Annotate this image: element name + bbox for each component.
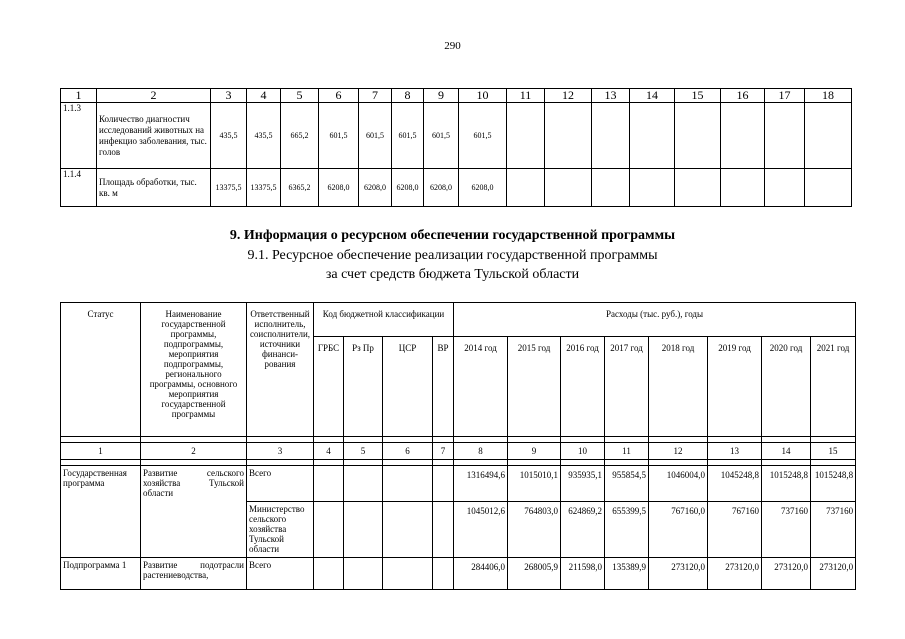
year-header: 2020 год xyxy=(762,337,811,437)
name-header: Наименование государственной программы, подпрограммы, мероприятия подпрограммы, регионального программы, основного мероприятия государственной программы xyxy=(141,303,247,437)
table-cell: 1316494,6 xyxy=(454,466,508,502)
column-index: 11 xyxy=(605,443,649,460)
row-source: Министерство сельского хозяйства Тульской области xyxy=(247,502,314,558)
table-cell: 268005,9 xyxy=(508,558,561,590)
year-header: 2021 год xyxy=(811,337,856,437)
column-header: 5 xyxy=(281,89,319,103)
column-header: 15 xyxy=(675,89,721,103)
column-index: 1 xyxy=(61,443,141,460)
table-cell: 601,5 xyxy=(392,103,424,169)
year-header: 2019 год xyxy=(708,337,762,437)
table-cell: 273120,0 xyxy=(762,558,811,590)
column-index: 9 xyxy=(508,443,561,460)
row-name: Развитие сельского хозяйства Тульской области xyxy=(141,466,247,558)
table-cell: 601,5 xyxy=(319,103,359,169)
column-header: 7 xyxy=(359,89,392,103)
year-header: 2015 год xyxy=(508,337,561,437)
table-cell: 737160 xyxy=(811,502,856,558)
table-cell: 6365,2 xyxy=(281,169,319,207)
table-row xyxy=(61,466,856,502)
column-header: 14 xyxy=(630,89,675,103)
section-subtitle-line2: за счет средств бюджета Тульской области xyxy=(325,267,580,282)
table-cell: 211598,0 xyxy=(561,558,605,590)
table-cell: 601,5 xyxy=(459,103,507,169)
column-index: 14 xyxy=(762,443,811,460)
column-header: 1 xyxy=(61,89,97,103)
column-header: 16 xyxy=(721,89,765,103)
table-cell: 6208,0 xyxy=(424,169,459,207)
column-header: 17 xyxy=(765,89,805,103)
column-index: 6 xyxy=(383,443,433,460)
section-title: 9. Информация о ресурсном обеспечении государственной программы xyxy=(229,228,676,243)
row-name: Площадь обработки, тыс. кв. м xyxy=(97,169,211,207)
row-status: Государственная программа xyxy=(61,466,141,558)
column-index: 8 xyxy=(454,443,508,460)
year-header: 2018 год xyxy=(649,337,708,437)
year-header: 2017 год xyxy=(605,337,649,437)
table-cell: 6208,0 xyxy=(459,169,507,207)
table-cell: 284406,0 xyxy=(454,558,508,590)
table-cell: 601,5 xyxy=(359,103,392,169)
table-cell: 1045248,8 xyxy=(708,466,762,502)
table-cell: 1015010,1 xyxy=(508,466,561,502)
table-cell: 273120,0 xyxy=(811,558,856,590)
page-number: 290 xyxy=(444,40,461,52)
column-index: 4 xyxy=(314,443,344,460)
column-header: 18 xyxy=(805,89,852,103)
row-code: 1.1.3 xyxy=(61,103,97,169)
responsible-header: Ответственный исполнитель, соисполнители, источники финанси-рования xyxy=(247,303,314,437)
rzpr-header: Рз Пр xyxy=(344,337,383,437)
table-cell: 13375,5 xyxy=(211,169,247,207)
column-index: 5 xyxy=(344,443,383,460)
table-cell: 764803,0 xyxy=(508,502,561,558)
budget-code-header: Код бюджетной классификации xyxy=(314,303,454,337)
column-header: 3 xyxy=(211,89,247,103)
row-name: Развитие подотрасли растениеводства, xyxy=(141,558,247,590)
row-source: Всего xyxy=(247,558,314,590)
column-header: 12 xyxy=(545,89,592,103)
table-cell: 273120,0 xyxy=(649,558,708,590)
table-cell: 935935,1 xyxy=(561,466,605,502)
row-name: Количество диагностич исследований животных на инфекцио заболевания, тыс. голов xyxy=(97,103,211,169)
table-cell: 767160 xyxy=(708,502,762,558)
grbs-header: ГРБС xyxy=(314,337,344,437)
table-cell: 737160 xyxy=(762,502,811,558)
year-header: 2016 год xyxy=(561,337,605,437)
table-cell: 655399,5 xyxy=(605,502,649,558)
table-cell: 1046004,0 xyxy=(649,466,708,502)
column-header: 9 xyxy=(424,89,459,103)
table-row xyxy=(61,103,852,169)
column-header: 10 xyxy=(459,89,507,103)
vr-header: ВР xyxy=(433,337,454,437)
table-cell: 273120,0 xyxy=(708,558,762,590)
table-cell: 1045012,6 xyxy=(454,502,508,558)
table-cell: 13375,5 xyxy=(247,169,281,207)
column-index: 10 xyxy=(561,443,605,460)
csr-header: ЦСР xyxy=(383,337,433,437)
column-header: 8 xyxy=(392,89,424,103)
column-index: 15 xyxy=(811,443,856,460)
row-code: 1.1.4 xyxy=(61,169,97,207)
expenses-header: Расходы (тыс. руб.), годы xyxy=(454,303,856,337)
table-header-row xyxy=(61,303,856,337)
table-cell: 665,2 xyxy=(281,103,319,169)
table-cell: 6208,0 xyxy=(319,169,359,207)
column-index: 13 xyxy=(708,443,762,460)
table-cell: 6208,0 xyxy=(392,169,424,207)
table-cell: 1015248,8 xyxy=(811,466,856,502)
column-header: 11 xyxy=(507,89,545,103)
column-index: 12 xyxy=(649,443,708,460)
table-row xyxy=(61,558,856,590)
table-cell: 1015248,8 xyxy=(762,466,811,502)
table-cell: 435,5 xyxy=(247,103,281,169)
column-header: 2 xyxy=(97,89,211,103)
column-header: 4 xyxy=(247,89,281,103)
table-cell: 767160,0 xyxy=(649,502,708,558)
table-header-row xyxy=(61,89,852,103)
resource-table xyxy=(60,302,856,590)
table-cell: 601,5 xyxy=(424,103,459,169)
table-cell: 955854,5 xyxy=(605,466,649,502)
table-row xyxy=(61,169,852,207)
year-header: 2014 год xyxy=(454,337,508,437)
table-cell: 135389,9 xyxy=(605,558,649,590)
column-index: 3 xyxy=(247,443,314,460)
column-index-row xyxy=(61,443,856,460)
status-header: Статус xyxy=(61,303,141,437)
indicators-table xyxy=(60,88,852,207)
row-source: Всего xyxy=(247,466,314,502)
table-cell: 435,5 xyxy=(211,103,247,169)
column-index: 2 xyxy=(141,443,247,460)
column-index: 7 xyxy=(433,443,454,460)
column-header: 6 xyxy=(319,89,359,103)
row-status: Подпрограмма 1 xyxy=(61,558,141,590)
column-header: 13 xyxy=(592,89,630,103)
section-subtitle: 9.1. Ресурсное обеспечение реализации государственной программы xyxy=(247,248,658,263)
table-cell: 624869,2 xyxy=(561,502,605,558)
table-cell: 6208,0 xyxy=(359,169,392,207)
